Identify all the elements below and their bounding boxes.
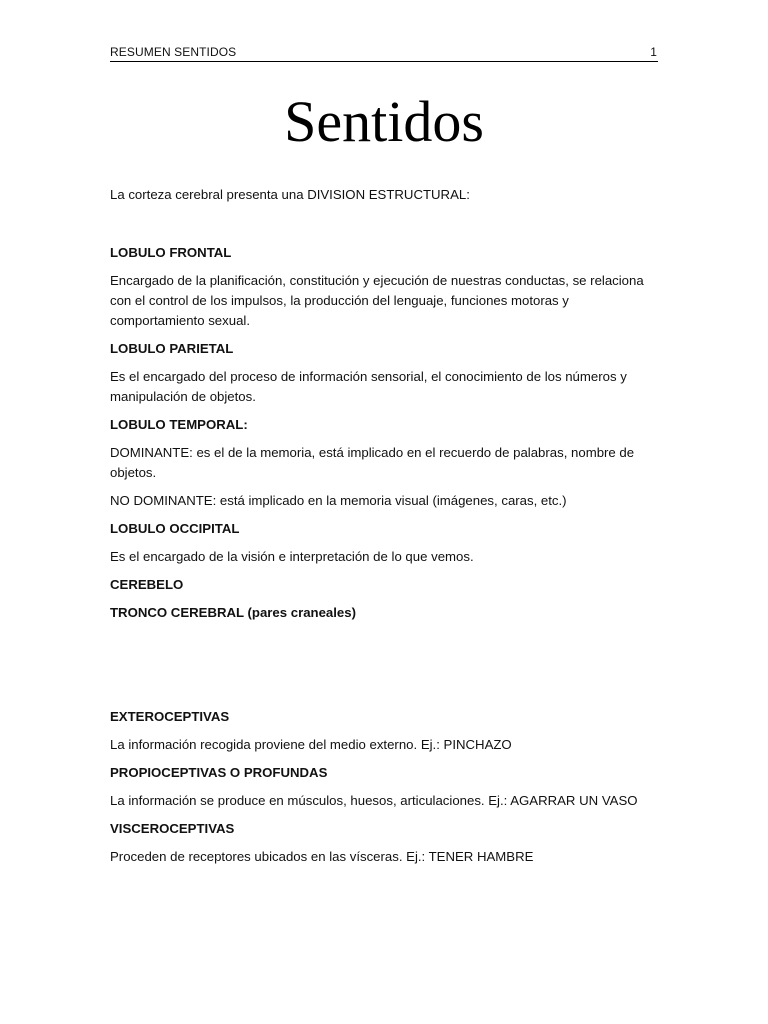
paragraph-propioceptivas: La información se produce en músculos, huesos, articulaciones. Ej.: AGARRAR UN VASO [110,793,638,808]
paragraph-temporal-no-dominante: NO DOMINANTE: está implicado en la memoria visual (imágenes, caras, etc.) [110,493,567,508]
header-title: RESUMEN SENTIDOS [110,45,237,59]
section-spacer [110,669,656,707]
heading-cerebelo: CEREBELO [110,577,184,592]
heading-lobulo-parietal: LOBULO PARIETAL [110,341,234,356]
heading-lobulo-frontal: LOBULO FRONTAL [110,245,232,260]
heading-lobulo-temporal: LOBULO TEMPORAL: [110,417,248,432]
heading-tronco-cerebral: TRONCO CEREBRAL (pares craneales) [110,605,356,620]
paragraph-lobulo-parietal: Es el encargado del proceso de información sensorial, el conocimiento de los números y manipulación de objetos. [110,369,627,404]
document-body [110,185,656,875]
header-page-number: 1 [650,45,657,59]
heading-propioceptivas: PROPIOCEPTIVAS O PROFUNDAS [110,765,328,780]
heading-visceroceptivas: VISCEROCEPTIVAS [110,821,235,836]
document-title: Sentidos [284,89,484,154]
running-header [110,43,658,62]
intro-paragraph: La corteza cerebral presenta una DIVISION ESTRUCTURAL: [110,187,470,202]
paragraph-temporal-dominante: DOMINANTE: es el de la memoria, está implicado en el recuerdo de palabras, nombre de objetos. [110,445,635,480]
paragraph-visceroceptivas: Proceden de receptores ubicados en las vísceras. Ej.: TENER HAMBRE [110,849,534,864]
heading-lobulo-occipital: LOBULO OCCIPITAL [110,521,240,536]
paragraph-lobulo-frontal: Encargado de la planificación, constitución y ejecución de nuestras conductas, se relaciona con el control de los impulsos, la producción del lenguaje, funciones motoras y comportamiento sexual. [110,273,644,328]
paragraph-exteroceptivas: La información recogida proviene del medio externo. Ej.: PINCHAZO [110,737,512,752]
heading-exteroceptivas: EXTEROCEPTIVAS [110,709,230,724]
section-spacer [110,631,656,669]
paragraph-lobulo-occipital: Es el encargado de la visión e interpretación de lo que vemos. [110,549,474,564]
